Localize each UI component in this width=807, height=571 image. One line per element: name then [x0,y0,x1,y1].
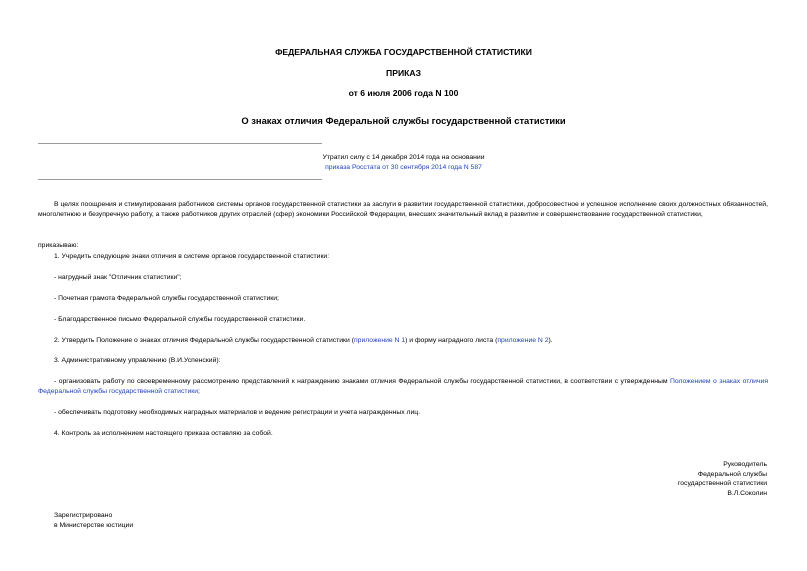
item-1: 1. Учредить следующие знаки отличия в системе органов государственной статистики: [54,253,330,260]
item-3-a-text: - организовать работу по своевременному рассмотрению представлений к награждению знаками отличия Федеральной службы государственной статистики, в соответствии с утвержденным [54,378,670,385]
item-2-text-middle: ) и форму наградного листа ( [405,337,498,344]
order-word: приказываю: [38,242,79,249]
signature-org-2: государственной статистики [677,480,767,487]
status-note-text: Утратил силу с 14 декабря 2014 года на основании [322,154,485,161]
item-3: 3. Административному управлению (В.И.Успенский): [54,357,221,364]
signature-position: Руководитель [723,461,767,468]
appendix-1-link[interactable]: приложение N 1 [353,337,406,344]
item-1-c: - Благодарственное письмо Федеральной службы государственной статистики. [54,316,306,323]
item-2-text-start: 2. Утвердить Положение о знаках отличия Федеральной службы государственной статистики ( [54,337,354,344]
preamble-paragraph: В целях поощрения и стимулирования работников системы органов государственной статистики за заслуги в развитии государственной статистики, добросовестное и успешное исполнение своих должностных обязанностей, многолетнюю и безупречную работу, а также работников других отраслей (сфер) экономики Российской Федерации, внесших значительный вклад в развитие и совершенствование государственной статистики, [38,201,768,218]
repeal-order-link[interactable]: приказа Росстата от 30 сентября 2014 года N 587 [325,163,482,171]
agency-heading: ФЕДЕРАЛЬНАЯ СЛУЖБА ГОСУДАРСТВЕННОЙ СТАТИСТИКИ [275,47,532,57]
registration-line-1: Зарегистрировано [54,512,113,519]
registration-line-2: в Министерстве юстиции [54,522,134,529]
signature-name: В.Л.Соколин [727,489,767,497]
appendix-2-link[interactable]: приложение N 2 [497,337,549,344]
item-2-text-end: ). [548,337,553,344]
item-3-a-end: ; [198,387,200,395]
regulation-link[interactable]: Положением о знаках отличия Федеральной службы государственной статистики [38,378,768,395]
signature-block [567,460,767,498]
signature-org-1: Федеральной службы [697,470,767,478]
item-2 [54,336,553,346]
item-4: 4. Контроль за исполнением настоящего приказа оставляю за собой. [54,430,273,437]
item-1-a: - нагрудный знак "Отличник статистики"; [54,274,182,281]
item-1-b: - Почетная грамота Федеральной службы государственной статистики; [54,295,279,302]
top-divider [38,143,322,144]
doc-type-heading: ПРИКАЗ [386,68,421,78]
date-number-heading: от 6 июля 2006 года N 100 [348,88,459,98]
status-note [0,153,807,172]
document-title: О знаках отличия Федеральной службы государственной статистики [241,115,566,126]
item-3-b: - обеспечивать подготовку необходимых наградных материалов и ведение регистрации и учета награжденных лиц. [54,409,421,416]
item-3-a [38,377,768,396]
bottom-divider [38,179,322,180]
